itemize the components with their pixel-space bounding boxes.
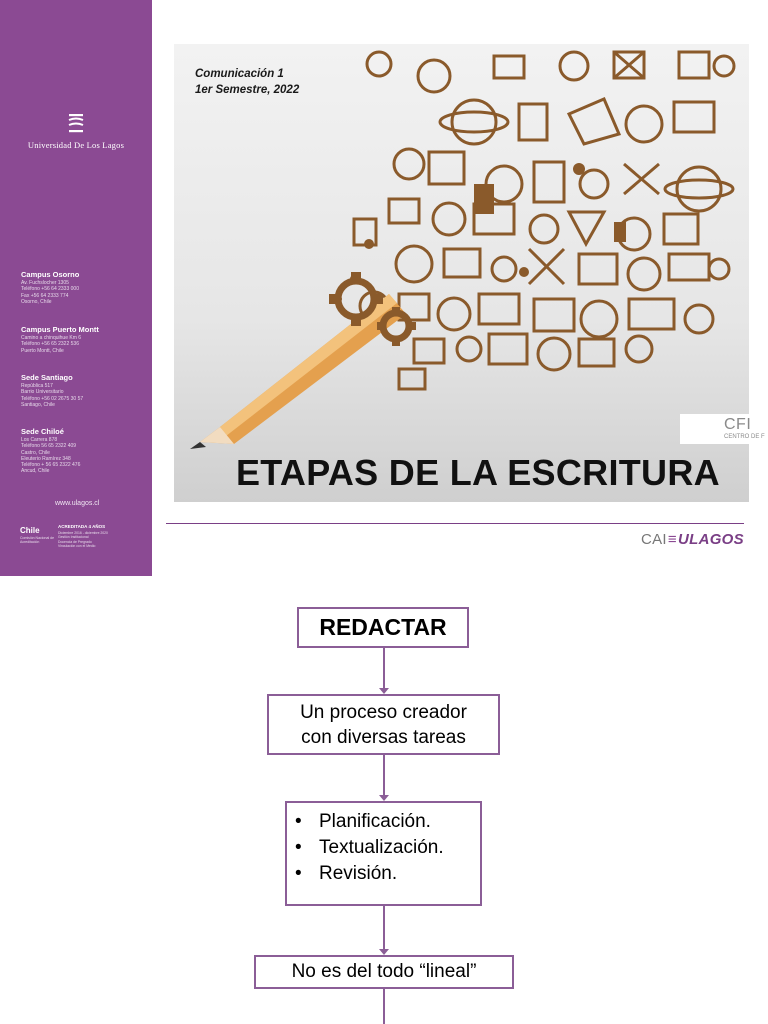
cfi-subtitle: CENTRO DE F [724, 434, 765, 440]
flow-box-proceso [267, 694, 500, 755]
stage-item [295, 809, 480, 835]
campus-line: Teléfono +56 65 2322 536 [21, 341, 79, 348]
stage-label: Textualización. [319, 837, 444, 858]
course-name: Comunicación 1 [195, 68, 284, 80]
sede-chiloe [21, 427, 146, 475]
university-sidebar [0, 0, 152, 576]
campus-puerto-montt [21, 325, 146, 354]
campus-line: Teléfono +56 02 2675 30 57 [21, 395, 84, 402]
stage-item [295, 861, 480, 887]
campus-line: Camino a chinquihue Km 6 [21, 335, 82, 341]
cna-chile-logo: Chile [20, 526, 40, 535]
course-semester: 1er Semestre, 2022 [195, 84, 300, 96]
flow-connector [383, 648, 385, 688]
cfi-label: CFI [724, 416, 752, 433]
cai-label: CAI [641, 531, 667, 548]
campus-name: Campus Puerto Montt [21, 325, 99, 334]
campus-name: Sede Santiago [21, 373, 73, 382]
campus-line: Eleuterio Ramírez 348 [21, 455, 71, 462]
flow-box-line: Un proceso creador [300, 702, 467, 723]
accreditation-detail: Vinculación con el Medio [58, 543, 96, 548]
university-logo [0, 112, 152, 150]
campus-line: Ancud, Chile [21, 468, 50, 475]
campus-line: Puerto Montt, Chile [21, 347, 64, 354]
accreditation-detail: Diciembre 2016 - diciembre 2020 [58, 531, 108, 535]
education-icons-illustration [174, 44, 752, 502]
logo-bars-icon: ≡ [667, 531, 677, 548]
campus-osorno [21, 270, 146, 305]
accreditation-detail: Gestión Institucional [58, 535, 89, 540]
university-website: www.ulagos.cl [55, 500, 100, 507]
stage-label: Revisión. [319, 863, 398, 884]
bullet-icon: • [295, 811, 302, 832]
stage-item [295, 835, 480, 861]
university-emblem-icon [66, 112, 86, 136]
flow-connector [383, 755, 385, 795]
ulagos-label: ULAGOS [677, 531, 744, 548]
campus-name: Campus Osorno [21, 270, 80, 279]
campus-line: Los Carrera 878 [21, 437, 58, 443]
university-name: Universidad De Los Lagos [27, 140, 125, 150]
accreditation-badge [20, 524, 135, 548]
campus-line: República 517 [21, 383, 53, 389]
campus-line: Castro, Chile [21, 449, 50, 456]
cna-chile-subtitle: Comisión Nacional de Acreditación [20, 536, 55, 544]
sede-santiago [21, 373, 146, 408]
accreditation-detail: Docencia de Pregrado [58, 539, 92, 544]
campus-line: Osorno, Chile [21, 298, 52, 305]
cai-ulagos-logo [641, 531, 744, 548]
accreditation-details [58, 531, 136, 548]
accreditation-title: ACREDITADA 4 AÑOS [58, 524, 106, 529]
course-info [195, 66, 299, 98]
stage-label: Planificación. [319, 811, 431, 832]
campus-line: Teléfono +56 64 2333 000 [21, 286, 79, 293]
campus-name: Sede Chiloé [21, 427, 64, 436]
campus-line: Av. Fuchslocher 1305 [21, 280, 69, 286]
flow-connector [383, 989, 385, 1024]
campus-line: Fax +56 64 2333 774 [21, 292, 69, 299]
flow-box-no-lineal: No es del todo “lineal” [254, 955, 514, 989]
bullet-icon: • [295, 863, 302, 884]
campus-line: Teléfono + 56 65 2322 476 [21, 462, 81, 469]
flow-box-redactar: REDACTAR [297, 607, 469, 648]
cfi-logo [680, 414, 768, 444]
cover-image [174, 44, 752, 502]
pencil-icon [190, 294, 406, 449]
flow-connector [383, 906, 385, 949]
campus-line: Teléfono 56 65 2322 409 [21, 443, 77, 450]
campus-line: Barrio Universitario [21, 389, 64, 396]
bullet-icon: • [295, 837, 302, 858]
flow-box-stages [285, 801, 482, 906]
slide-title: ETAPAS DE LA ESCRITURA [236, 452, 720, 493]
slide-divider [166, 523, 744, 524]
flow-box-line: con diversas tareas [301, 727, 466, 748]
campus-line: Santiago, Chile [21, 401, 55, 408]
